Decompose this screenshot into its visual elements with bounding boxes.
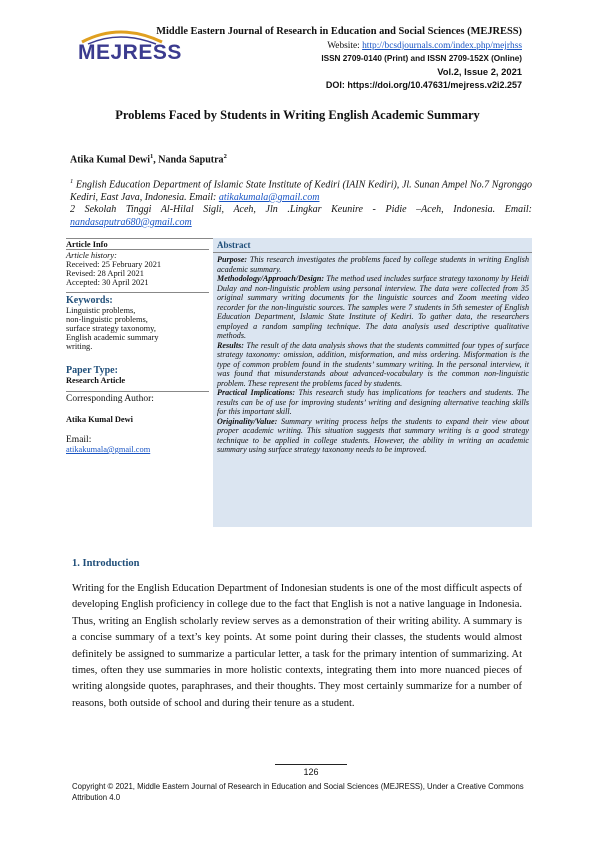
paper-type-value: Research Article [66, 376, 126, 385]
journal-name: Middle Eastern Journal of Research in Education and Social Sciences (MEJRESS) [156, 26, 522, 37]
copyright-notice: Copyright © 2021, Middle Eastern Journal of Research in Education and Social Sciences (MEJRESS), Under a Creative Commons Attribution 4.0 [72, 782, 524, 802]
keyword: non-linguistic problems, [66, 315, 148, 324]
originality-label: Originality/Value: [217, 416, 278, 426]
author-1: Atika Kumal Dewi [70, 154, 150, 166]
abstract-rule [213, 252, 532, 253]
affiliation-1-email[interactable]: atikakumala@gmail.com [218, 191, 320, 203]
author-list [70, 153, 227, 165]
page-number: 126 [303, 767, 319, 777]
article-info-rule [66, 249, 209, 250]
paper-type-heading: Paper Type: [66, 365, 118, 376]
introduction-paragraph: Writing for the English Education Department of Indonesian students is one of the most difficult aspects of developing English proficiency in college due to the fact that English is not a native language in Indonesia. Thus, writing an English scholarly review serves as a demonstration of their writing ability. A summary is a concise summary of a text’s key points. At some point during their classes, the students would almost definitely be assigned to summarize a particular letter, a task for the primary intention of summarizing. At times, often they use summaries in more holistic contexts, integrating them into more nuanced pieces of writing alongside quotes, paraphrases, and their thoughts. They most certainly summarize for a number of reasons, both outside of school and during their tenure as a student. [72, 583, 522, 709]
abstract-results [217, 341, 529, 389]
article-info-heading: Article Info [66, 240, 108, 249]
practical-label: Practical Implications: [217, 388, 296, 397]
purpose-label: Purpose: [217, 255, 248, 264]
abstract-body [217, 255, 529, 455]
abstract-purpose [217, 255, 529, 274]
originality-text: Summary writing process helps the students to expand their view about proper academic writing. This situation suggests that summary writing is a good strategy technique to be applied in college students. However, the ability in writing an academic summary using surface strategy taxonomy needs to be improved. [217, 416, 529, 454]
corresponding-label: Corresponding Author: [66, 394, 154, 404]
journal-website [200, 41, 522, 51]
article-info-column [66, 238, 209, 527]
affiliation-2 [70, 204, 532, 229]
article-info-box [66, 238, 532, 527]
abstract-heading: Abstract [217, 240, 251, 250]
introduction-heading: 1. Introduction [72, 558, 140, 569]
website-label: Website: [327, 41, 363, 51]
website-link[interactable]: http://bcsdjournals.com/index.php/mejrhss [362, 41, 522, 51]
keywords-rule [66, 292, 209, 293]
purpose-text: This research investigates the problems faced by college students in writing English academic summary. [217, 255, 529, 274]
keywords-heading: Keywords: [66, 295, 113, 306]
email-label: Email: [66, 435, 92, 445]
affiliation-1-sup: 1 [70, 178, 74, 185]
affiliation-1-text: English Education Department of Islamic State Institute of Kediri (IAIN Kediri), Jl. Sunan Ampel No.7 Ngronggo Kediri, East Java, Indonesia. Email: [70, 179, 532, 203]
author-2-sup: 2 [223, 153, 227, 160]
corresponding-name: Atika Kumal Dewi [66, 415, 133, 424]
practical-text: This research study has implications for teachers and students. The results can be of use for improving students’ writing and designing alternative teaching skills for this important skill. [217, 388, 529, 416]
affiliation-1 [70, 176, 532, 204]
abstract-panel [213, 238, 532, 527]
affiliation-2-text: 2 Sekolah Tinggi Al-Hilal Sigli, Aceh, Jln .Lingkar Keunire - Pidie –Aceh, Indonesia. Email: [70, 204, 532, 216]
article-history-label: Article history: [66, 251, 117, 260]
keyword: English academic summary [66, 333, 159, 342]
journal-doi: DOI: https://doi.org/10.47631/mejress.v2i2.257 [325, 80, 522, 90]
method-label: Methodology/Approach/Design: [217, 274, 325, 283]
corresponding-email[interactable]: atikakumala@gmail.com [66, 445, 151, 454]
paper-title: Problems Faced by Students in Writing English Academic Summary [115, 108, 480, 122]
received-date: Received: 25 February 2021 [66, 260, 162, 269]
affiliations [70, 176, 532, 229]
logo-text: MEJRESS [78, 41, 182, 64]
affiliation-2-email[interactable]: nandasaputra680@gmail.com [70, 216, 192, 228]
author-2: Nanda Saputra [158, 154, 224, 166]
results-text: The result of the data analysis shows that the students committed four types of surface strategy taxonomy: omission, addition, misformation, and miss ordering. Misformation is the type of common problem found in the students’ summary writing. In the personal interview, it was found that misunderstands about advanced-vocabulary is the common non-linguistic problem. These represent the problems faced by students. [217, 340, 529, 388]
journal-volume: Vol.2, Issue 2, 2021 [437, 66, 522, 77]
keyword: writing. [66, 342, 93, 351]
keyword: Linguistic problems, [66, 306, 136, 315]
corresponding-rule [66, 391, 209, 392]
revised-date: Revised: 28 April 2021 [66, 269, 144, 278]
author-separator: , [153, 154, 159, 166]
abstract-method [217, 274, 529, 341]
footer-rule [275, 764, 347, 765]
abstract-practical [217, 388, 529, 417]
author-1-sup: 1 [150, 153, 154, 160]
method-text: The method used includes surface strategy taxonomy by Heidi Dulay and non-linguistic problem using personal interview. The data were collected from 35 original summary writing documents for the linguistic sources and Zoom meeting video recorder for the non-linguistic sources. The samples were 7 students in 5th semester of English Education Department, Islamic State Institute of Kediri. To gather data, the researchers employed a random sampling technique. The data analysis used descriptive qualitative methods. [217, 274, 529, 340]
journal-issn: ISSN 2709-0140 (Print) and ISSN 2709-152X (Online) [321, 54, 522, 63]
abstract-originality [217, 417, 529, 455]
keyword: surface strategy taxonomy, [66, 324, 156, 333]
results-label: Results: [217, 340, 244, 350]
accepted-date: Accepted: 30 April 2021 [66, 278, 149, 287]
